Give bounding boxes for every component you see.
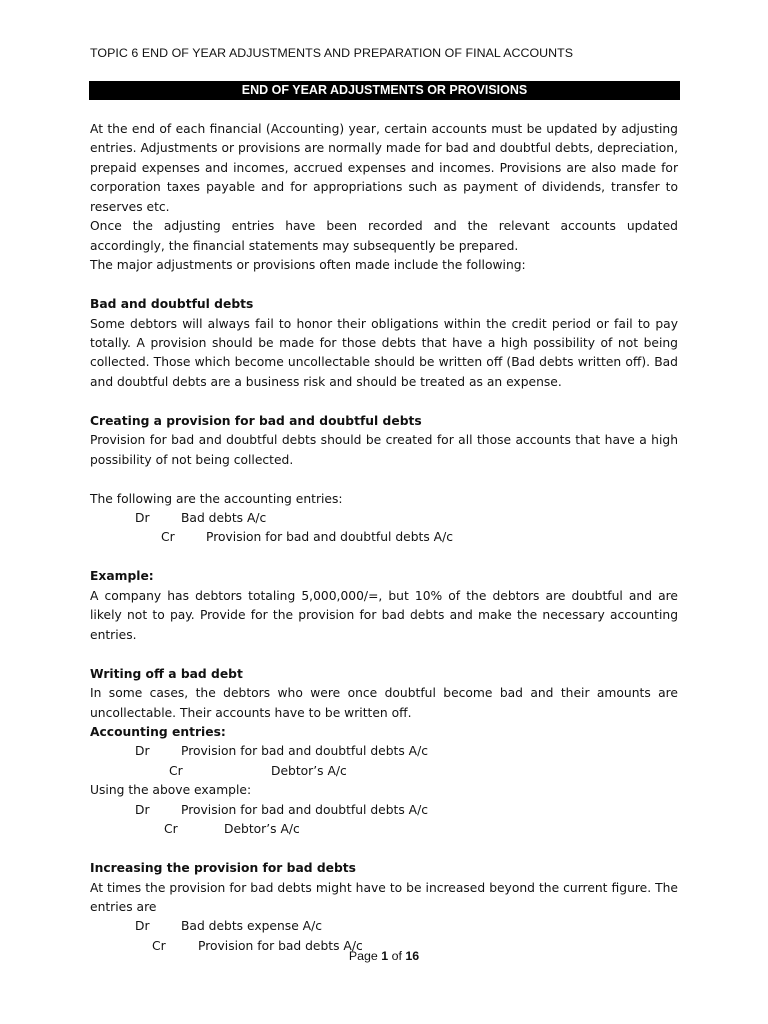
page-footer <box>0 949 768 963</box>
cr-account: Debtor’s A/c <box>271 763 347 778</box>
intro-paragraph-2: Once the adjusting entries have been recorded and the relevant accounts updated accordingly, the financial statements may subsequently be prepared. <box>90 219 678 253</box>
bad-debts-heading: Bad and doubtful debts <box>90 297 254 312</box>
cr-account: Provision for bad and doubtful debts A/c <box>206 530 453 545</box>
writing-off-text: In some cases, the debtors who were once doubtful become bad and their amounts are uncollectable. Their accounts have to be written off. <box>90 686 678 720</box>
writing-off-heading: Writing off a bad debt <box>90 666 243 681</box>
increasing-provision-heading: Increasing the provision for bad debts <box>90 861 356 876</box>
cr-label: Cr <box>161 530 175 545</box>
debit-entry <box>90 801 678 820</box>
credit-entry <box>90 762 678 781</box>
credit-entry <box>90 820 678 839</box>
creating-provision-text: Provision for bad and doubtful debts should be created for all those accounts that have a high possibility of not being collected. <box>90 433 678 467</box>
document-body <box>90 120 678 956</box>
dr-account: Provision for bad and doubtful debts A/c <box>181 744 428 759</box>
example-intro: Using the above example: <box>90 783 252 798</box>
cr-account: Provision for bad debts A/c <box>198 938 363 953</box>
cr-label: Cr <box>169 763 183 778</box>
accounting-entries-heading: Accounting entries: <box>90 724 226 739</box>
example-heading: Example: <box>90 569 154 584</box>
of-word: of <box>391 949 402 963</box>
page-total: 16 <box>405 949 420 963</box>
cr-account: Debtor’s A/c <box>224 822 300 837</box>
credit-entry <box>90 528 678 547</box>
dr-account: Bad debts A/c <box>181 511 267 526</box>
debit-entry <box>90 917 678 936</box>
bad-debts-text: Some debtors will always fail to honor their obligations within the credit period or fail to pay totally. A provision should be made for those debts that have a high possibility of not being collected. Those which become uncollectable should be written off (Bad debts written off). Bad and doubtful debts are a business risk and should be treated as an expense. <box>90 316 678 389</box>
debit-entry <box>90 742 678 761</box>
intro-paragraph-3: The major adjustments or provisions often made include the following: <box>90 258 526 273</box>
creating-provision-heading: Creating a provision for bad and doubtful debts <box>90 413 422 428</box>
example-text: A company has debtors totaling 5,000,000/=, but 10% of the debtors are doubtful and are likely not to pay. Provide for the provision for bad debts and make the necessary accounting entries. <box>90 588 678 642</box>
entries-intro: The following are the accounting entries: <box>90 491 343 506</box>
page-header: TOPIC 6 END OF YEAR ADJUSTMENTS AND PREPARATION OF FINAL ACCOUNTS <box>90 46 574 60</box>
dr-label: Dr <box>135 802 150 817</box>
dr-account: Bad debts expense A/c <box>181 919 322 934</box>
cr-label: Cr <box>164 822 178 837</box>
increasing-provision-text: At times the provision for bad debts might have to be increased beyond the current figure. The entries are <box>90 880 678 915</box>
dr-label: Dr <box>135 511 150 526</box>
page-word: Page <box>348 949 378 963</box>
cr-label: Cr <box>152 938 166 953</box>
debit-entry <box>90 509 678 528</box>
section-title: END OF YEAR ADJUSTMENTS OR PROVISIONS <box>89 81 680 100</box>
page-number: 1 <box>381 949 389 963</box>
dr-label: Dr <box>135 919 150 934</box>
dr-account: Provision for bad and doubtful debts A/c <box>181 802 428 817</box>
dr-label: Dr <box>135 744 150 759</box>
intro-paragraph-1: At the end of each financial (Accounting) year, certain accounts must be updated by adjusting entries. Adjustments or provisions are normally made for bad and doubtful debts, depreciation, prepaid expenses and incomes, accrued expenses and incomes. Provisions are also made for corporation taxes payable and for appropriations such as payment of dividends, transfer to reserves etc. <box>90 122 678 214</box>
